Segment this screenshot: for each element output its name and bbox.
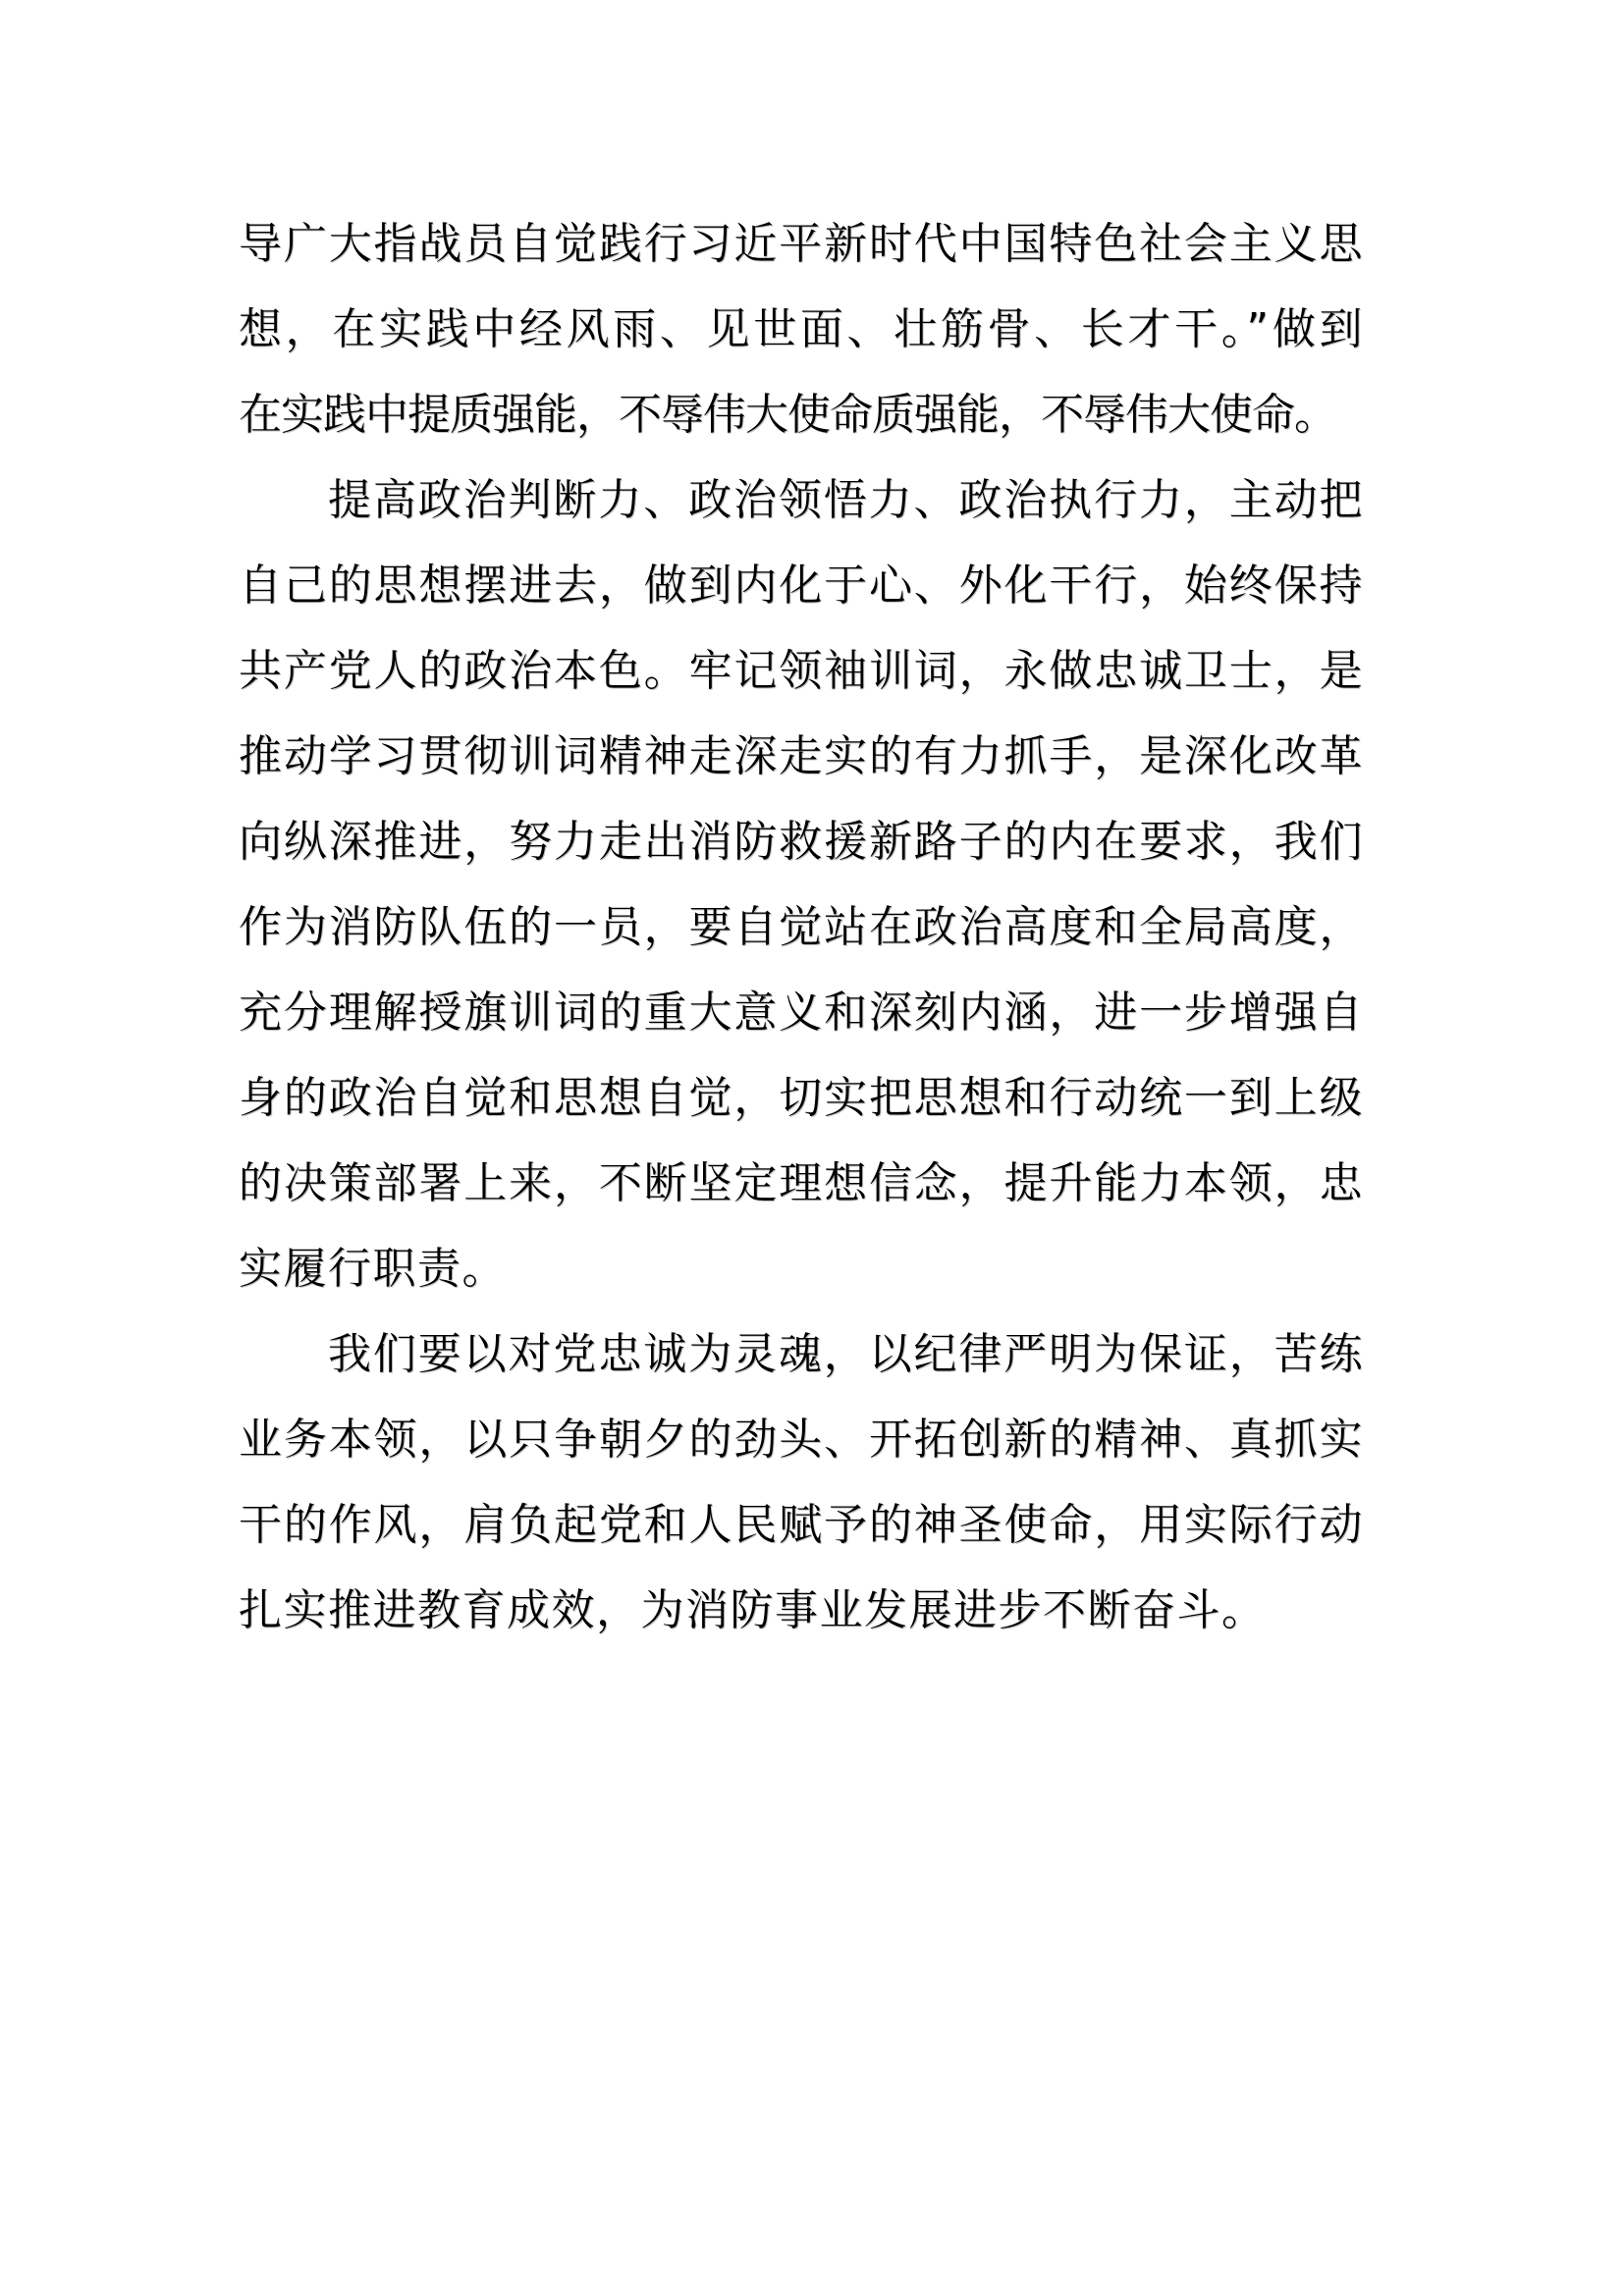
text-line: 想，在实践中经风雨、见世面、壮筋骨、长才干。”做到 <box>239 304 1364 354</box>
text-line: 业务本领，以只争朝夕的劲头、开拓创新的精神、真抓实 <box>239 1415 1364 1465</box>
text-line: 我们要以对党忠诚为灵魂，以纪律严明为保证，苦练 <box>328 1329 1364 1379</box>
text-line: 推动学习贯彻训词精神走深走实的有力抓手，是深化改革 <box>239 731 1364 781</box>
text-line: 提高政治判断力、政治领悟力、政治执行力，主动把 <box>328 475 1364 525</box>
text-line: 共产党人的政治本色。牢记领袖训词，永做忠诚卫士，是 <box>239 646 1364 696</box>
text-line: 在实践中提质强能，不辱伟大使命质强能，不辱伟大使命。 <box>239 390 1336 440</box>
text-line: 作为消防队伍的一员，要自觉站在政治高度和全局高度， <box>239 902 1364 952</box>
text-line: 向纵深推进，努力走出消防救援新路子的内在要求，我们 <box>239 817 1364 867</box>
text-line: 自己的思想摆进去，做到内化于心、外化干行，始终保持 <box>239 561 1364 611</box>
text-line: 的决策部署上来，不断坚定理想信念，提升能力本领，忠 <box>239 1158 1364 1208</box>
text-line: 充分理解授旗训词的重大意义和深刻内涵，进一步增强自 <box>239 988 1364 1038</box>
document-body-text <box>239 201 1364 1653</box>
text-line: 实履行职责。 <box>239 1244 507 1294</box>
text-line: 干的作风，肩负起党和人民赋予的神圣使命，用实际行动 <box>239 1500 1364 1550</box>
text-line: 身的政治自觉和思想自觉，切实把思想和行动统一到上级 <box>239 1073 1364 1123</box>
text-line: 扎实推进教育成效，为消防事业发展进步不断奋斗。 <box>239 1585 1267 1635</box>
text-line: 导广大指战员自觉践行习近平新时代中国特色社会主义思 <box>239 219 1364 269</box>
